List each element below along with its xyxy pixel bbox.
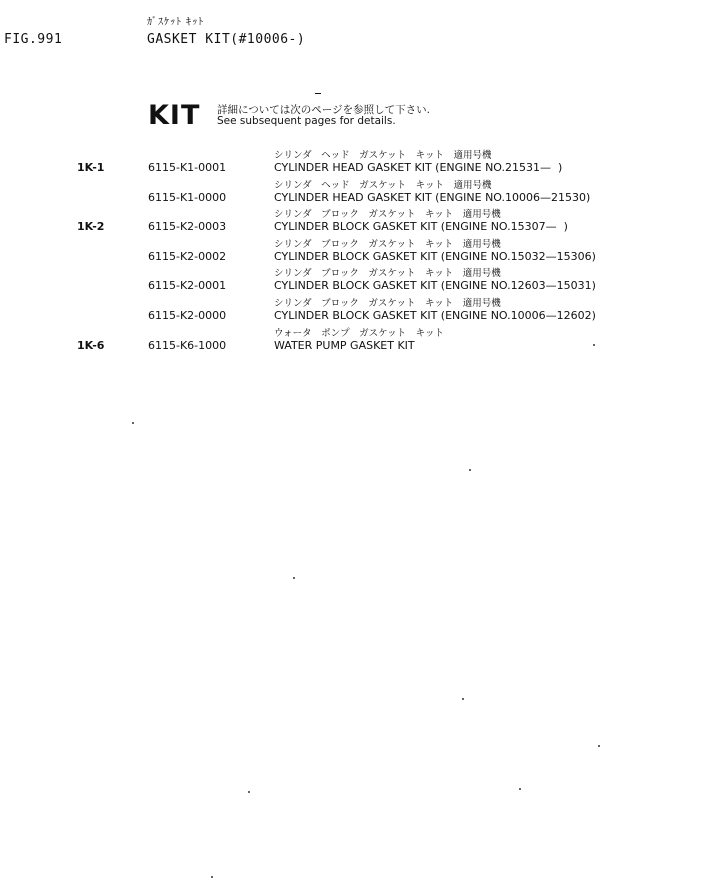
kit-note-japanese: 詳細については次のページを参照して下さい. xyxy=(217,104,430,116)
parts-row xyxy=(0,236,723,266)
scan-speck xyxy=(593,344,595,346)
description-english: CYLINDER HEAD GASKET KIT (ENGINE NO.21531— ) xyxy=(274,161,563,174)
part-number: 6115-K2-0003 xyxy=(148,220,227,234)
parts-list xyxy=(0,147,723,354)
description-english: WATER PUMP GASKET KIT xyxy=(274,338,415,352)
description-english: CYLINDER BLOCK GASKET KIT (ENGINE NO.15307— ) xyxy=(274,220,568,234)
parts-row xyxy=(0,177,723,207)
part-number: 6115-K2-0000 xyxy=(148,308,227,322)
description-english: CYLINDER HEAD GASKET KIT (ENGINE NO.10006—21530) xyxy=(274,190,591,204)
part-number: 6115-K1-0000 xyxy=(148,190,227,204)
description-japanese: シリンダ ブロック ガスケット キット 適用号機 xyxy=(274,268,501,280)
kit-note-english: See subsequent pages for details. xyxy=(217,115,396,127)
kit-heading: KIT xyxy=(148,100,201,131)
scan-speck xyxy=(211,876,213,878)
description-japanese: シリンダ ヘッド ガスケット キット 適用号機 xyxy=(274,150,492,161)
figure-number: FIG.991 xyxy=(4,32,63,47)
parts-row xyxy=(0,206,723,236)
description-english: CYLINDER BLOCK GASKET KIT (ENGINE NO.15032—15306) xyxy=(274,249,596,263)
description-japanese: シリンダ ブロック ガスケット キット 適用号機 xyxy=(274,209,501,221)
scan-mark xyxy=(315,93,321,94)
scan-speck xyxy=(462,698,464,700)
parts-row xyxy=(0,265,723,295)
parts-row xyxy=(0,325,723,355)
scan-speck xyxy=(519,788,521,790)
page-title: GASKET KIT(#10006-) xyxy=(147,32,306,47)
description-japanese: シリンダ ブロック ガスケット キット 適用号機 xyxy=(274,238,501,250)
ref-number: 1K-1 xyxy=(77,161,105,174)
description-japanese: ウォータ ポンプ ガスケット キット xyxy=(274,327,444,339)
ref-number: 1K-2 xyxy=(77,220,105,234)
parts-row xyxy=(0,147,723,177)
description-english: CYLINDER BLOCK GASKET KIT (ENGINE NO.12603—15031) xyxy=(274,279,596,293)
scan-speck xyxy=(598,745,600,747)
part-number: 6115-K2-0001 xyxy=(148,279,227,293)
description-japanese: シリンダ ヘッド ガスケット キット 適用号機 xyxy=(274,179,492,191)
scan-speck xyxy=(248,791,250,793)
description-japanese: シリンダ ブロック ガスケット キット 適用号機 xyxy=(274,297,501,309)
part-number: 6115-K6-1000 xyxy=(148,338,227,352)
ref-number: 1K-6 xyxy=(77,338,105,352)
scan-speck xyxy=(132,422,134,424)
parts-row xyxy=(0,295,723,325)
description-english: CYLINDER BLOCK GASKET KIT (ENGINE NO.10006—12602) xyxy=(274,308,596,322)
scan-speck xyxy=(469,469,471,471)
page-title-japanese: ｶﾞｽｹｯﾄ ｷｯﾄ xyxy=(147,17,205,28)
part-number: 6115-K1-0001 xyxy=(148,161,227,174)
part-number: 6115-K2-0002 xyxy=(148,249,227,263)
scan-speck xyxy=(293,577,295,579)
